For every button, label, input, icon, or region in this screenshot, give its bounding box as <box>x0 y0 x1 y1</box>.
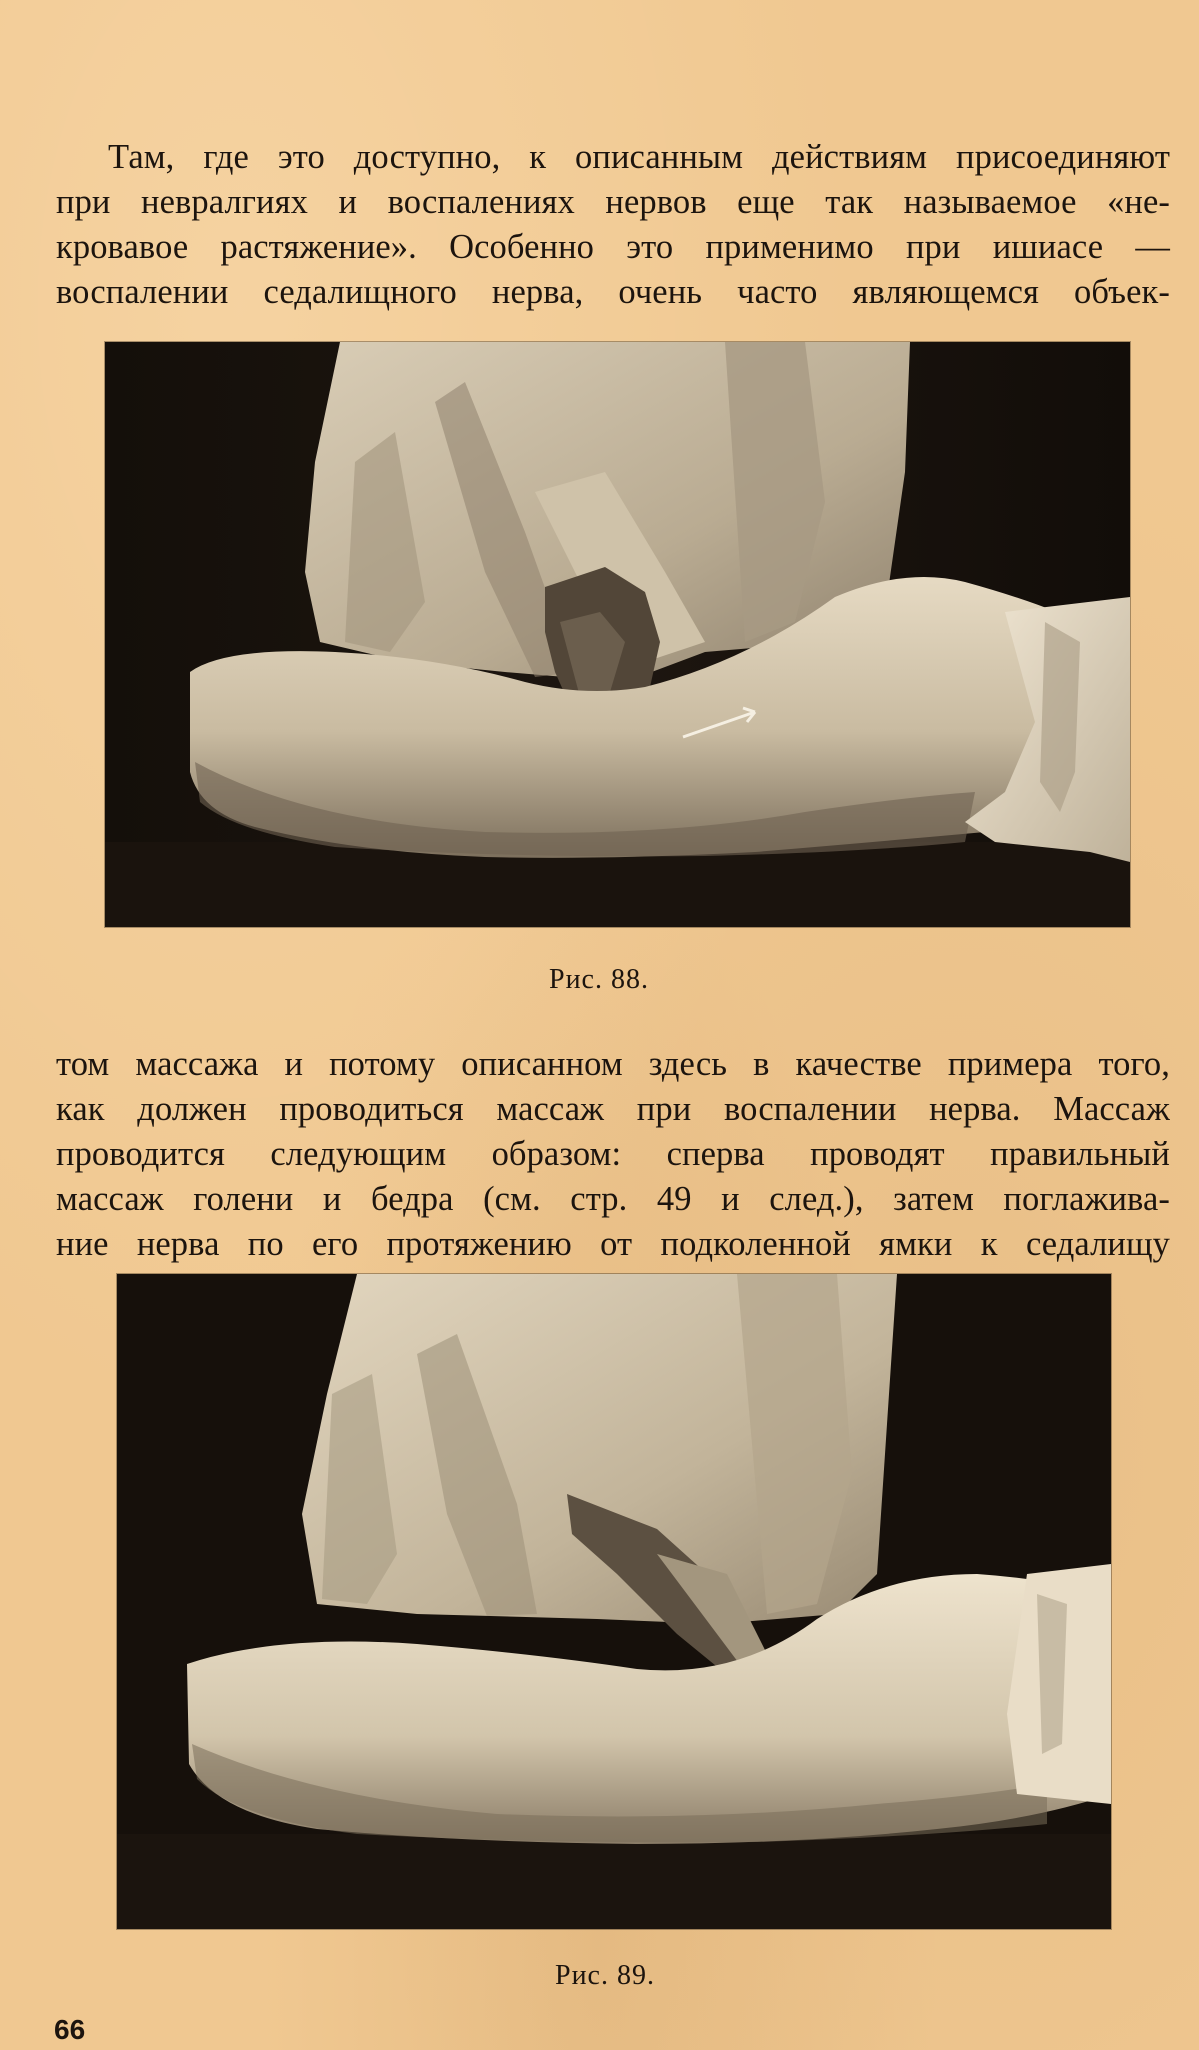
paragraph-2-line-1: том массажа и потому описанном здесь в качестве примера того, <box>56 1045 1170 1083</box>
paragraph-1-line-4: воспалении седалищного нерва, очень часто являющемся объек- <box>56 273 1170 311</box>
paragraph-2-line-4: массаж голени и бедра (см. стр. 49 и след.), затем поглажива- <box>56 1180 1170 1218</box>
paragraph-1-line-1: Там, где это доступно, к описанным действиям присоединяют <box>108 138 1170 176</box>
figure-88-photo <box>105 342 1130 927</box>
figure-89-caption: Рис. 89. <box>555 1960 655 1991</box>
paragraph-1-line-3: кровавое растяжение». Особенно это применимо при ишиасе — <box>56 228 1170 266</box>
paragraph-2 <box>56 1042 1170 1267</box>
paragraph-1-line-2: при невралгиях и воспалениях нервов еще так называемое «не- <box>56 183 1170 221</box>
paragraph-2-line-3: проводится следующим образом: сперва проводят правильный <box>56 1135 1170 1173</box>
page-number: 66 <box>54 2014 86 2045</box>
figure-89-illustration <box>117 1274 1111 1929</box>
figure-89-photo <box>117 1274 1111 1929</box>
paragraph-1 <box>56 135 1170 315</box>
figure-88-illustration <box>105 342 1130 927</box>
paragraph-2-line-5: ние нерва по его протяжению от подколенной ямки к седалищу <box>56 1225 1170 1263</box>
figure-88-caption: Рис. 88. <box>549 964 649 995</box>
paragraph-2-line-2: как должен проводиться массаж при воспалении нерва. Массаж <box>56 1090 1170 1128</box>
